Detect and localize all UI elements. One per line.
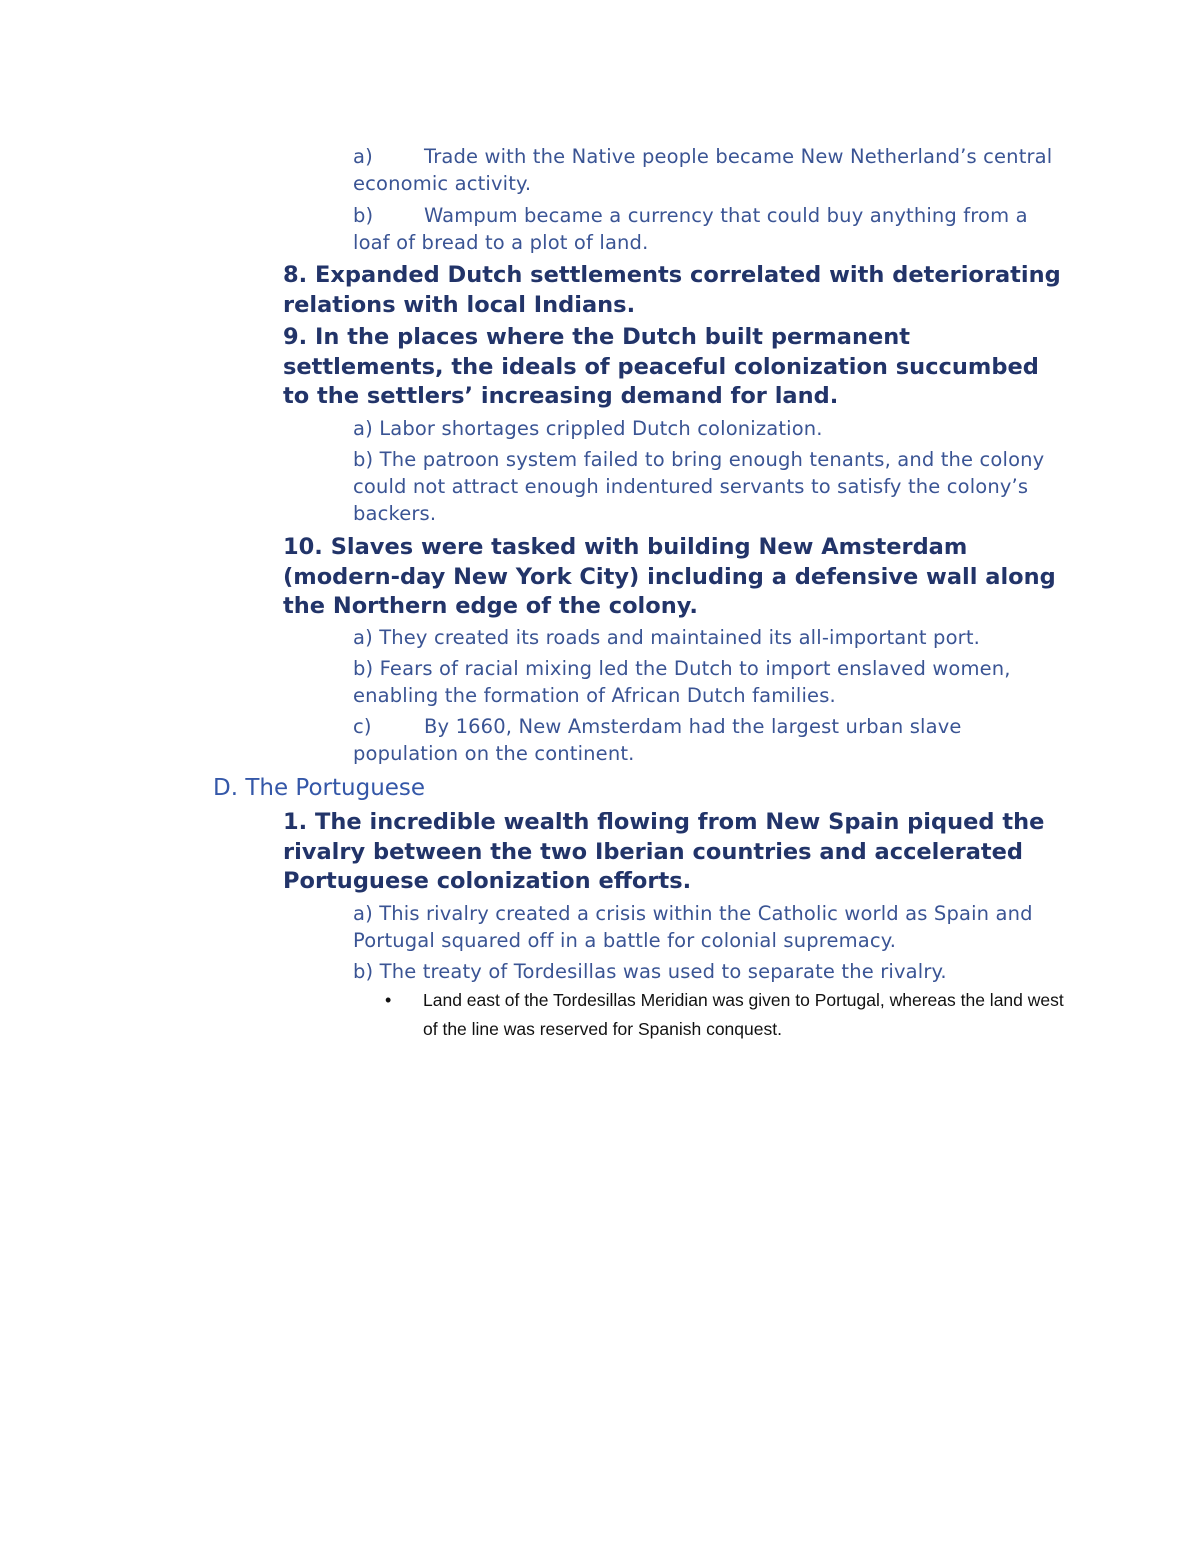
sub-item-labor: a) Labor shortages crippled Dutch colonization. bbox=[353, 417, 823, 440]
point-10: 10. Slaves were tasked with building New Amsterdam (modern-day New York City) including a defensive wall along the Northern edge of the colony. bbox=[283, 534, 1056, 619]
sub-item-1660 bbox=[353, 713, 1053, 767]
bullet-item-meridian bbox=[385, 986, 1065, 1044]
point-8: 8. Expanded Dutch settlements correlated with deteriorating relations with local Indians. bbox=[283, 262, 1061, 318]
sub-item-marker: a) bbox=[353, 145, 373, 168]
point-9: 9. In the places where the Dutch built permanent settlements, the ideals of peaceful colonization succumbed to the settlers’ increasing demand for land. bbox=[283, 324, 1039, 409]
sub-item-racial-mixing: b) Fears of racial mixing led the Dutch to import enslaved women, enabling the formation of African Dutch families. bbox=[353, 657, 1011, 707]
sub-item-marker: b) bbox=[353, 204, 374, 227]
sub-item-marker: c) bbox=[353, 715, 372, 738]
point-d1: 1. The incredible wealth flowing from New Spain piqued the rivalry between the two Iberian countries and accelerated Portuguese colonization efforts. bbox=[283, 809, 1045, 894]
sub-item-wampum bbox=[353, 202, 1053, 256]
section-heading-portuguese: D. The Portuguese bbox=[213, 775, 426, 801]
sub-item-text: By 1660, New Amsterdam had the largest urban slave population on the continent. bbox=[353, 715, 962, 765]
sub-item-trade bbox=[353, 143, 1053, 197]
sub-item-rivalry: a) This rivalry created a crisis within the Catholic world as Spain and Portugal squared off in a battle for colonial supremacy. bbox=[353, 902, 1033, 952]
sub-item-tordesillas: b) The treaty of Tordesillas was used to separate the rivalry. bbox=[353, 960, 947, 983]
sub-item-text: Trade with the Native people became New Netherland’s central economic activity. bbox=[353, 145, 1053, 195]
sub-item-text: Wampum became a currency that could buy anything from a loaf of bread to a plot of land. bbox=[353, 204, 1028, 254]
sub-item-roads: a) They created its roads and maintained its all-important port. bbox=[353, 626, 980, 649]
bullet-icon: • bbox=[385, 990, 392, 1010]
sub-item-patroon: b) The patroon system failed to bring enough tenants, and the colony could not attract enough indentured servants to satisfy the colony’s backers. bbox=[353, 448, 1045, 525]
bullet-text: Land east of the Tordesillas Meridian was given to Portugal, whereas the land west of the line was reserved for Spanish conquest. bbox=[423, 990, 1064, 1039]
